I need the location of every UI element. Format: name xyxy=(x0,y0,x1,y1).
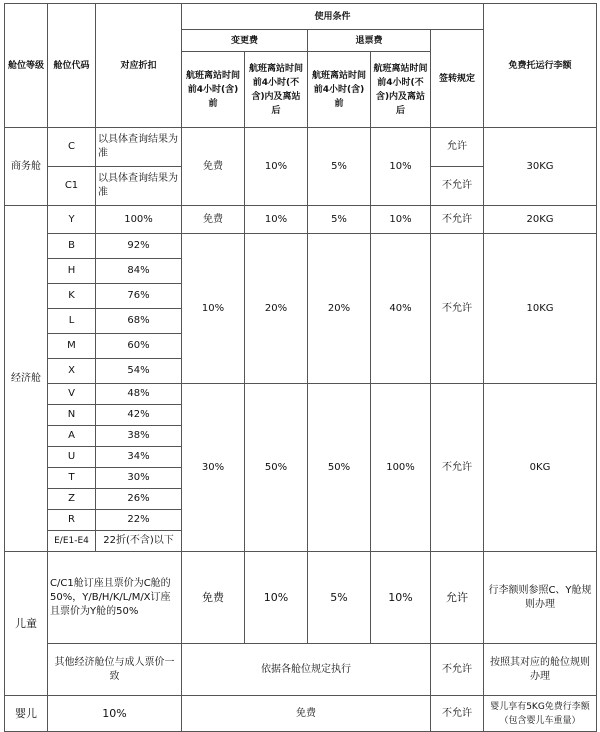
economy-code: L xyxy=(48,309,96,334)
header-refund-after: 航班离站时间前4小时(不含)内及离站后 xyxy=(371,52,431,128)
economy-code: X xyxy=(48,359,96,384)
economy-discount: 76% xyxy=(96,284,182,309)
economy-y-refund-before: 5% xyxy=(308,206,371,234)
business-discount-c: 以具体查询结果为准 xyxy=(96,128,182,167)
economy-code: E/E1-E4 xyxy=(48,531,96,552)
header-cabin-code: 舱位代码 xyxy=(48,4,96,128)
header-discount: 对应折扣 xyxy=(96,4,182,128)
header-change-before: 航班离站时间前4小时(含)前 xyxy=(182,52,245,128)
business-change-before: 免费 xyxy=(182,128,245,206)
economy-code: Z xyxy=(48,489,96,510)
economy-code: B xyxy=(48,234,96,259)
business-code-c1: C1 xyxy=(48,167,96,206)
group1-refund-before: 20% xyxy=(308,234,371,384)
child-change-after: 10% xyxy=(245,552,308,644)
child-change-before: 免费 xyxy=(182,552,245,644)
economy-code: K xyxy=(48,284,96,309)
business-discount-c1: 以具体查询结果为准 xyxy=(96,167,182,206)
header-conditions: 使用条件 xyxy=(182,4,484,30)
header-change-fee: 变更费 xyxy=(182,30,308,52)
economy-y-change-after: 10% xyxy=(245,206,308,234)
group2-baggage: 0KG xyxy=(484,384,597,552)
economy-code: V xyxy=(48,384,96,405)
business-code-c: C xyxy=(48,128,96,167)
economy-discount: 26% xyxy=(96,489,182,510)
business-baggage: 30KG xyxy=(484,128,597,206)
economy-code: U xyxy=(48,447,96,468)
economy-y-endorse: 不允许 xyxy=(431,206,484,234)
child-refund-after: 10% xyxy=(371,552,431,644)
economy-discount: 22折(不含)以下 xyxy=(96,531,182,552)
header-baggage: 免费托运行李额 xyxy=(484,4,597,128)
child-endorse-1: 允许 xyxy=(431,552,484,644)
business-endorse-c: 允许 xyxy=(431,128,484,167)
economy-code: H xyxy=(48,259,96,284)
business-refund-before: 5% xyxy=(308,128,371,206)
business-grade: 商务舱 xyxy=(5,128,48,206)
child-baggage-2: 按照其对应的舱位规则办理 xyxy=(484,644,597,696)
economy-discount: 54% xyxy=(96,359,182,384)
header-cabin-grade: 舱位等级 xyxy=(5,4,48,128)
child-grade: 儿童 xyxy=(5,552,48,696)
economy-code: A xyxy=(48,426,96,447)
group1-refund-after: 40% xyxy=(371,234,431,384)
child-endorse-2: 不允许 xyxy=(431,644,484,696)
child-baggage-1: 行李额则参照C、Y舱规则办理 xyxy=(484,552,597,644)
group2-change-after: 50% xyxy=(245,384,308,552)
child-refund-before: 5% xyxy=(308,552,371,644)
group1-endorse: 不允许 xyxy=(431,234,484,384)
economy-discount: 22% xyxy=(96,510,182,531)
economy-discount: 60% xyxy=(96,334,182,359)
group2-endorse: 不允许 xyxy=(431,384,484,552)
child-discount-1: C/C1舱订座且票价为C舱的50%，Y/B/H/K/L/M/X订座且票价为Y舱的50% xyxy=(48,552,182,644)
group2-refund-after: 100% xyxy=(371,384,431,552)
infant-grade: 婴儿 xyxy=(5,696,48,732)
economy-discount-y: 100% xyxy=(96,206,182,234)
economy-y-change-before: 免费 xyxy=(182,206,245,234)
group2-refund-before: 50% xyxy=(308,384,371,552)
economy-y-baggage: 20KG xyxy=(484,206,597,234)
economy-code: R xyxy=(48,510,96,531)
fare-rules-table xyxy=(4,3,597,732)
economy-code: M xyxy=(48,334,96,359)
infant-conditions: 免费 xyxy=(182,696,431,732)
infant-endorse: 不允许 xyxy=(431,696,484,732)
economy-code: N xyxy=(48,405,96,426)
child-conditions-2: 依据各舱位规定执行 xyxy=(182,644,431,696)
infant-discount: 10% xyxy=(48,696,182,732)
group1-change-before: 10% xyxy=(182,234,245,384)
economy-discount: 34% xyxy=(96,447,182,468)
group1-baggage: 10KG xyxy=(484,234,597,384)
economy-discount: 68% xyxy=(96,309,182,334)
header-refund-before: 航班离站时间前4小时(含)前 xyxy=(308,52,371,128)
infant-baggage: 婴儿享有5KG免费行李额（包含婴儿车重量） xyxy=(484,696,597,732)
business-refund-after: 10% xyxy=(371,128,431,206)
economy-discount: 30% xyxy=(96,468,182,489)
economy-code: T xyxy=(48,468,96,489)
child-discount-2: 其他经济舱位与成人票价一致 xyxy=(48,644,182,696)
economy-discount: 48% xyxy=(96,384,182,405)
economy-discount: 92% xyxy=(96,234,182,259)
business-endorse-c1: 不允许 xyxy=(431,167,484,206)
group2-change-before: 30% xyxy=(182,384,245,552)
economy-discount: 84% xyxy=(96,259,182,284)
header-refund-fee: 退票费 xyxy=(308,30,431,52)
header-change-after: 航班离站时间前4小时(不含)内及离站后 xyxy=(245,52,308,128)
group1-change-after: 20% xyxy=(245,234,308,384)
economy-discount: 42% xyxy=(96,405,182,426)
economy-y-refund-after: 10% xyxy=(371,206,431,234)
economy-discount: 38% xyxy=(96,426,182,447)
business-change-after: 10% xyxy=(245,128,308,206)
economy-grade: 经济舱 xyxy=(5,206,48,552)
economy-code-y: Y xyxy=(48,206,96,234)
header-endorse: 签转规定 xyxy=(431,30,484,128)
